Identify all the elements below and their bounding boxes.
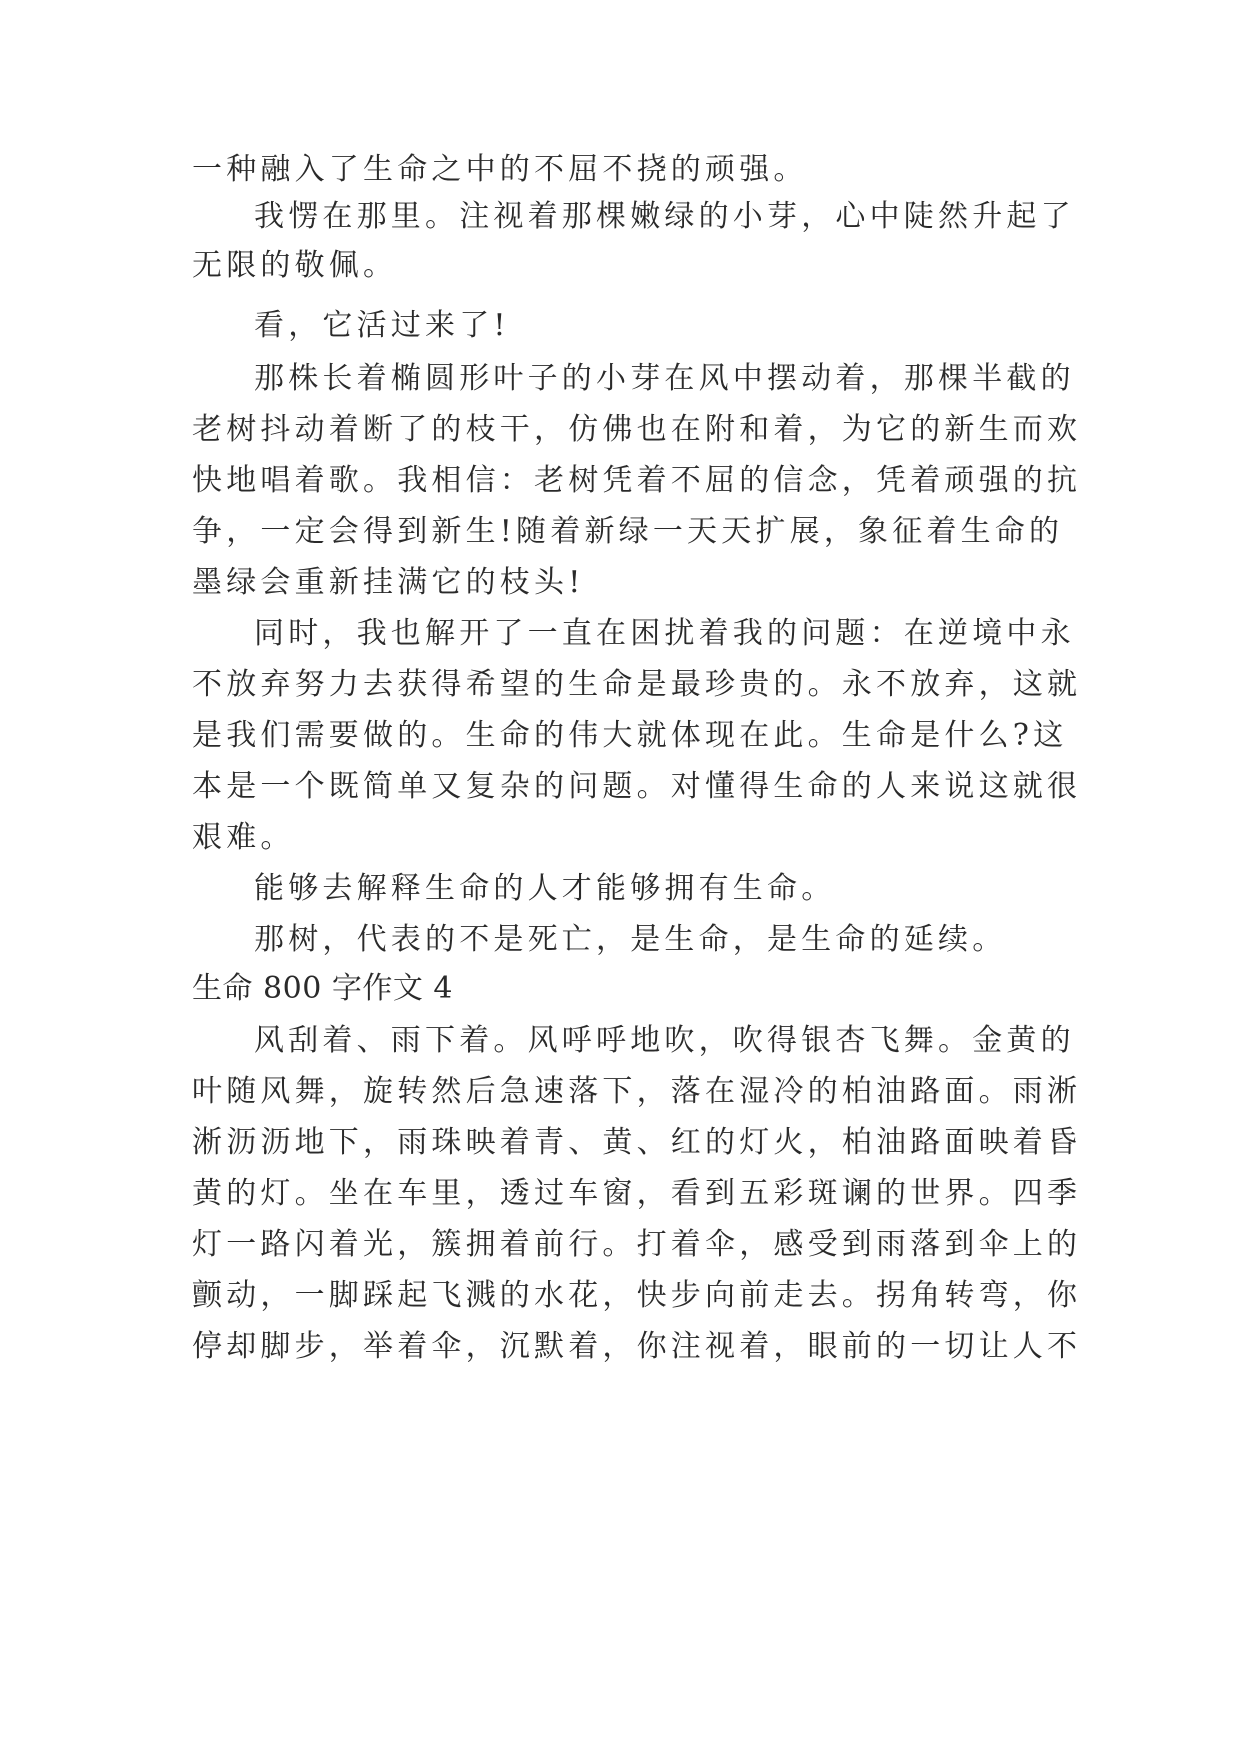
paragraph-start: 那树，代表的不是死亡，是生命，是生命的延续。 [254, 922, 1007, 957]
paragraph-start: 同时，我也解开了一直在困扰着我的问题：在逆境中永 [254, 616, 1075, 651]
text-line: 艰难。 [192, 820, 295, 855]
text-line: 灯一路闪着光，簇拥着前行。打着伞，感受到雨落到伞上的 [192, 1227, 1082, 1262]
text-line: 墨绿会重新挂满它的枝头! [192, 565, 585, 600]
text-line: 一种融入了生命之中的不屈不挠的顽强。 [192, 152, 808, 187]
text-line: 停却脚步，举着伞，沉默着，你注视着，眼前的一切让人不 [192, 1329, 1082, 1364]
text-line: 黄的灯。坐在车里，透过车窗，看到五彩斑谰的世界。四季 [192, 1176, 1082, 1211]
text-line: 叶随风舞，旋转然后急速落下，落在湿冷的柏油路面。雨淅 [192, 1074, 1082, 1109]
section-heading: 生命 800 字作文 4 [192, 971, 453, 1006]
text-line: 是我们需要做的。生命的伟大就体现在此。生命是什么?这 [192, 718, 1068, 753]
text-line: 淅沥沥地下，雨珠映着青、黄、红的灯火，柏油路面映着昏 [192, 1125, 1082, 1160]
text-line: 争，一定会得到新生!随着新绿一天天扩展，象征着生命的 [192, 514, 1064, 549]
text-line: 老树抖动着断了的枝干，仿佛也在附和着，为它的新生而欢 [192, 412, 1082, 447]
paragraph-start: 我愣在那里。注视着那棵嫩绿的小芽，心中陡然升起了 [254, 199, 1075, 234]
text-line: 颤动，一脚踩起飞溅的水花，快步向前走去。拐角转弯，你 [192, 1278, 1082, 1313]
text-line: 本是一个既简单又复杂的问题。对懂得生命的人来说这就很 [192, 769, 1082, 804]
paragraph-start: 看，它活过来了! [254, 308, 510, 343]
paragraph-start: 那株长着椭圆形叶子的小芽在风中摆动着，那棵半截的 [254, 361, 1075, 396]
paragraph-start: 风刮着、雨下着。风呼呼地吹，吹得银杏飞舞。金黄的 [254, 1023, 1075, 1058]
text-line: 无限的敬佩。 [192, 248, 398, 283]
text-line: 不放弃努力去获得希望的生命是最珍贵的。永不放弃，这就 [192, 667, 1082, 702]
paragraph-start: 能够去解释生命的人才能够拥有生命。 [254, 871, 836, 906]
text-line: 快地唱着歌。我相信：老树凭着不屈的信念，凭着顽强的抗 [192, 463, 1082, 498]
